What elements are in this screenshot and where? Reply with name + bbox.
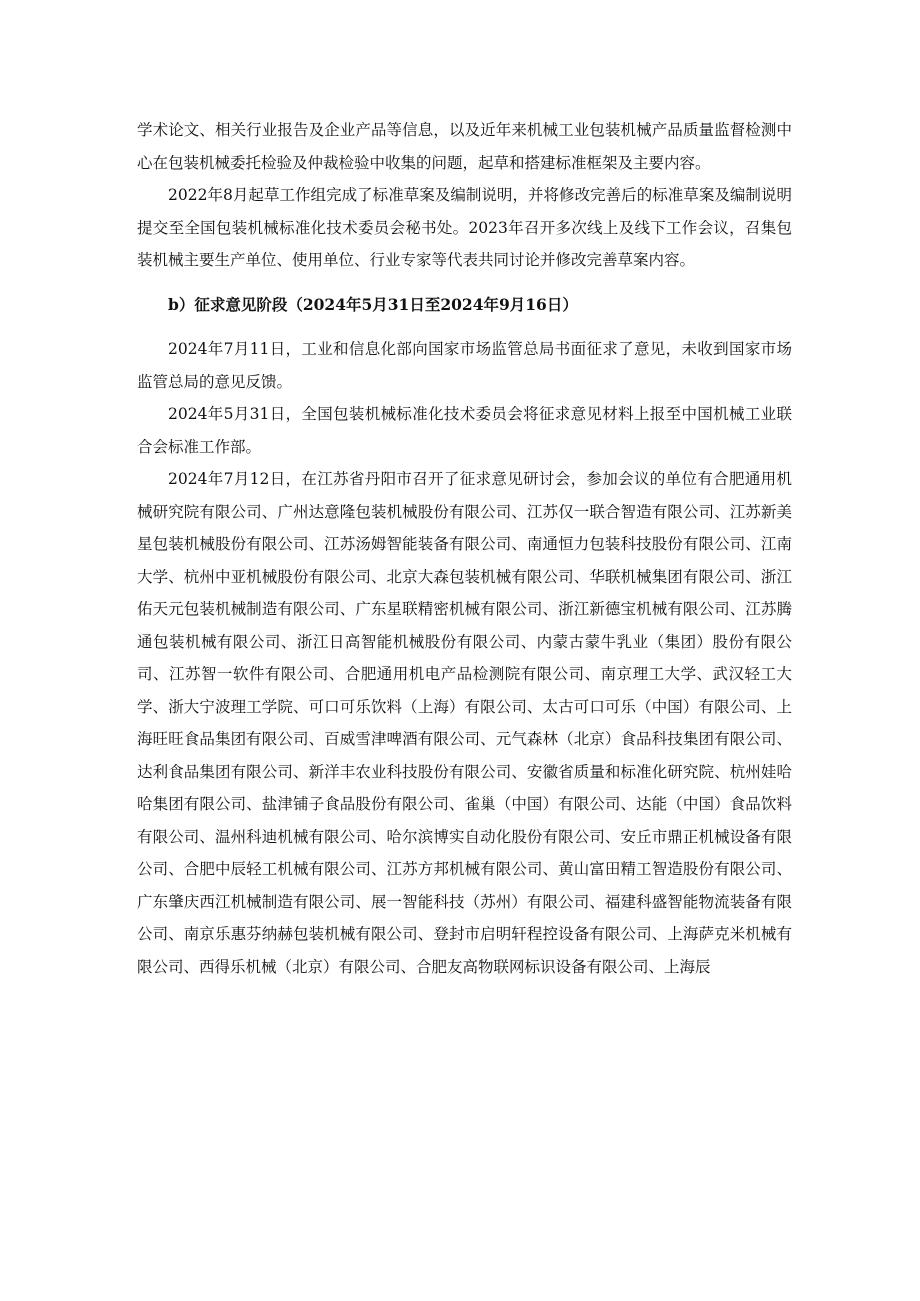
document-page — [137, 114, 792, 983]
paragraph-seminar-participants: 2024年7月12日，在江苏省丹阳市召开了征求意见研讨会，参加会议的单位有合肥通用机械研究院有限公司、广州达意隆包装机械股份有限公司、江苏仅一联合智造有限公司、江苏新美星包装机械股份有限公司、江苏汤姆智能装备有限公司、南通恒力包装科技股份有限公司、江南大学、杭州中亚机械股份有限公司、北京大森包装机械有限公司、华联机械集团有限公司、浙江佑天元包装机械制造有限公司、广东星联精密机械有限公司、浙江新德宝机械有限公司、江苏腾通包装机械有限公司、浙江日高智能机械股份有限公司、内蒙古蒙牛乳业（集团）股份有限公司、江苏智一软件有限公司、合肥通用机电产品检测院有限公司、南京理工大学、武汉轻工大学、浙大宁波理工学院、可口可乐饮料（上海）有限公司、太古可口可乐（中国）有限公司、上海旺旺食品集团有限公司、百威雪津啤酒有限公司、元气森林（北京）食品科技集团有限公司、达利食品集团有限公司、新洋丰农业科技股份有限公司、安徽省质量和标准化研究院、杭州娃哈哈集团有限公司、盐津铺子食品股份有限公司、雀巢（中国）有限公司、达能（中国）食品饮料有限公司、温州科迪机械有限公司、哈尔滨博实自动化股份有限公司、安丘市鼎正机械设备有限公司、合肥中辰轻工机械有限公司、江苏方邦机械有限公司、黄山富田精工智造股份有限公司、广东肇庆西江机械制造有限公司、展一智能科技（苏州）有限公司、福建科盛智能物流装备有限公司、南京乐惠芬纳赫包装机械有限公司、登封市启明轩程控设备有限公司、上海萨克米机械有限公司、西得乐机械（北京）有限公司、合肥友高物联网标识设备有限公司、上海辰 — [137, 470, 792, 976]
paragraph-continuation: 学术论文、相关行业报告及企业产品等信息，以及近年来机械工业包装机械产品质量监督检测中心在包装机械委托检验及仲裁检验中收集的问题，起草和搭建标准框架及主要内容。 — [137, 121, 792, 172]
paragraph-committee-submission: 2024年5月31日，全国包装机械标准化技术委员会将征求意见材料上报至中国机械工业联合会标准工作部。 — [137, 405, 792, 456]
section-heading-b: b）征求意见阶段（2024年5月31日至2024年9月16日） — [168, 294, 578, 314]
paragraph-drafting: 2022年8月起草工作组完成了标准草案及编制说明，并将修改完善后的标准草案及编制说明提交至全国包装机械标准化技术委员会秘书处。2023年召开多次线上及线下工作会议，召集包装机械主要生产单位、使用单位、行业专家等代表共同讨论并修改完善草案内容。 — [137, 186, 792, 269]
paragraph-miit-consultation: 2024年7月11日，工业和信息化部向国家市场监管总局书面征求了意见，未收到国家市场监管总局的意见反馈。 — [137, 340, 792, 391]
